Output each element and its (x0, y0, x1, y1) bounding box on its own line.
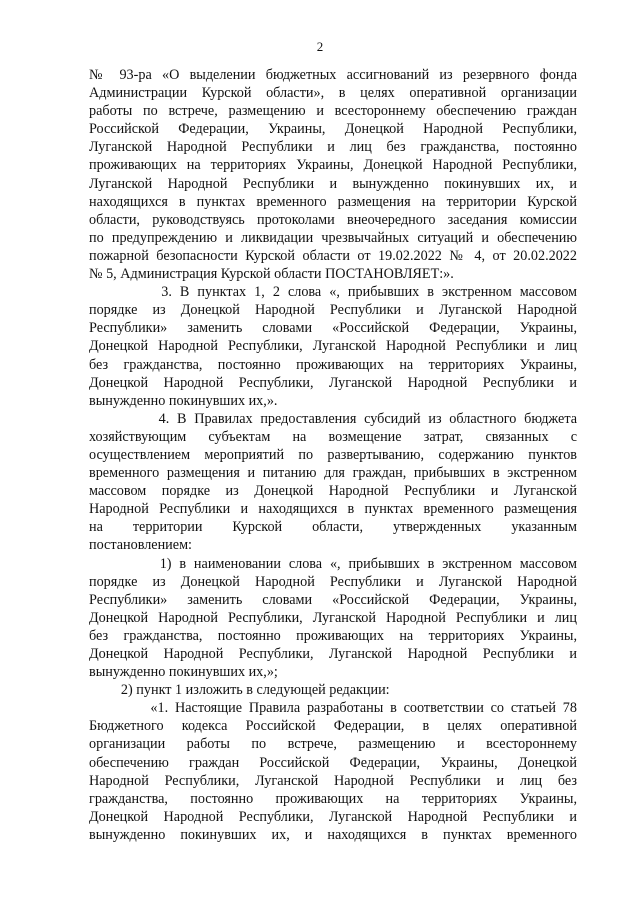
text-line: организации работы по встрече, размещению и всестороннему (89, 736, 577, 753)
text-line: работы по встрече, размещению и всестороннему обеспечению граждан (89, 103, 577, 120)
document-body (89, 66, 577, 844)
text-line: Луганской Народной Республики и лиц без гражданства, постоянно (89, 139, 577, 156)
text-line: Донецкой Народной Республики, Луганской Народной Республики и (89, 374, 577, 391)
text-line: Администрации Курской области», в целях оперативной организации (89, 85, 577, 102)
text-line: обеспечению граждан Российской Федерации, Украины, Донецкой (89, 754, 577, 771)
text-line: Народной Республики, Луганской Народной Республики и лиц без (89, 772, 577, 789)
text-line: Донецкой Народной Республики, Луганской Народной Республики и лиц (89, 338, 577, 355)
text-line: Республики» заменить словами «Российской Федерации, Украины, (89, 320, 577, 337)
text-line: на территории Курской области, утвержденных указанным (89, 519, 577, 536)
text-line: Российской Федерации, Украины, Донецкой Народной Республики, (89, 121, 577, 138)
text-line: Донецкой Народной Республики, Луганской Народной Республики и лиц (89, 609, 577, 626)
text-line: 4. В Правилах предоставления субсидий из областного бюджета (89, 410, 577, 427)
text-line: вынужденно покинувших их,». (89, 392, 278, 409)
text-line: 1) в наименовании слова «, прибывших в экстренном массовом (89, 555, 577, 572)
text-line: Бюджетного кодекса Российской Федерации, в целях оперативной (89, 718, 577, 735)
text-line: «1. Настоящие Правила разработаны в соответствии со статьей 78 (89, 700, 577, 717)
text-line: порядке из Донецкой Народной Республики и Луганской Народной (89, 573, 577, 590)
text-line: временного размещения и питанию для граждан, прибывших в экстренном (89, 465, 577, 482)
text-line: осуществлением мероприятий по развертыванию, содержанию пунктов (89, 446, 577, 463)
text-line: Республики» заменить словами «Российской Федерации, Украины, (89, 591, 577, 608)
text-line: вынужденно покинувших их,»; (89, 664, 278, 681)
text-line: 2) пункт 1 изложить в следующей редакции: (89, 682, 390, 699)
text-line: пожарной безопасности Курской области от 19.02.2022 № 4, от 20.02.2022 (89, 247, 577, 264)
text-line: Донецкой Народной Республики, Луганской Народной Республики и (89, 646, 577, 662)
text-line: Народной Республики и находящихся в пунктах временного размещения (89, 501, 577, 518)
text-line: проживающих на территориях Украины, Донецкой Народной Республики, (89, 157, 577, 174)
text-line: области, руководствуясь протоколами внеочередного заседания комиссии (89, 211, 577, 228)
text-line: массовом порядке из Донецкой Народной Республики и Луганской (89, 483, 577, 500)
text-line: хозяйствующим субъектам на возмещение затрат, связанных с (89, 428, 577, 445)
text-line: находящихся в пунктах временного размещения на территории Курской (89, 193, 577, 210)
text-line: № 5, Администрация Курской области ПОСТАНОВЛЯЕТ:». (89, 266, 454, 283)
page-number: 2 (316, 39, 324, 54)
text-line: без гражданства, постоянно проживающих на территориях Украины, (89, 356, 577, 373)
text-line: по предупреждению и ликвидации чрезвычайных ситуаций и обеспечению (89, 229, 577, 246)
text-line: порядке из Донецкой Народной Республики и Луганской Народной (89, 302, 577, 319)
text-line: Донецкой Народной Республики, Луганской Народной Республики и (89, 808, 577, 825)
text-line: постановлением: (89, 537, 192, 554)
text-line: 3. В пунктах 1, 2 слова «, прибывших в экстренном массовом (89, 284, 577, 301)
text-line: Луганской Народной Республики и вынужденно покинувших их, и (89, 175, 577, 192)
text-line: без гражданства, постоянно проживающих на территориях Украины, (89, 627, 577, 644)
text-line: гражданства, постоянно проживающих на территориях Украины, (89, 790, 577, 807)
text-line: вынужденно покинувших их, и находящихся в пунктах временного (89, 826, 577, 843)
text-line: № 93-ра «О выделении бюджетных ассигнований из резервного фонда (89, 67, 577, 83)
